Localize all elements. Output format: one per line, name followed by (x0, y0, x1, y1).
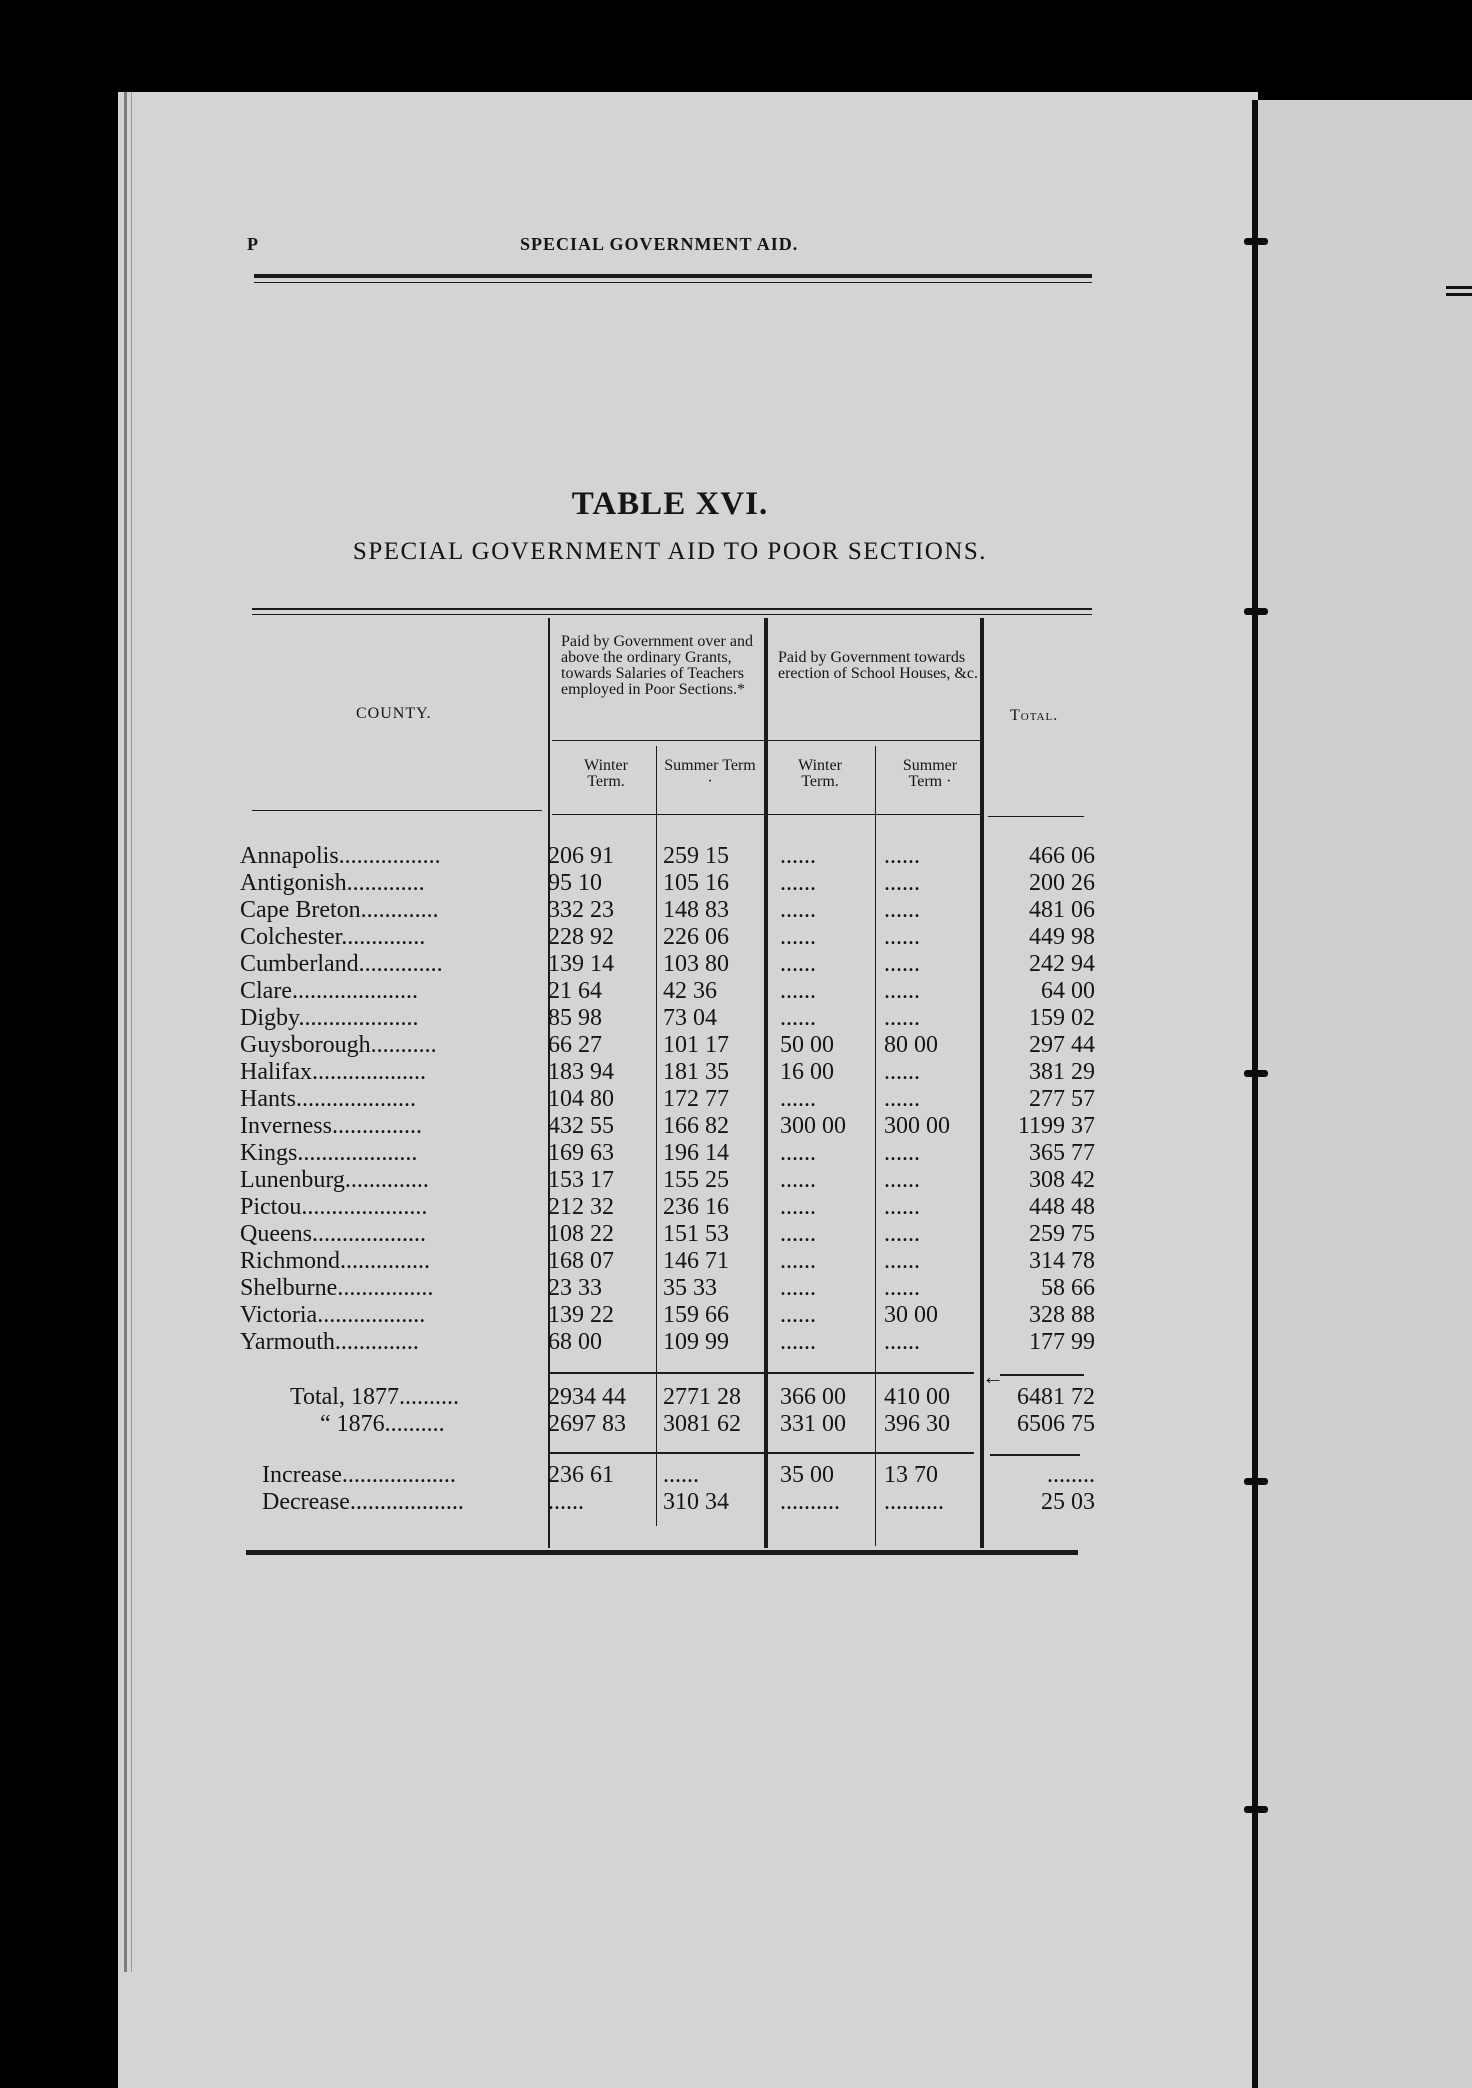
houses-summer-cell: 80 00 (884, 1032, 938, 1058)
total-cell: 277 57 (1029, 1086, 1095, 1112)
total-cell: 242 94 (1029, 951, 1095, 977)
table-row (0, 951, 1200, 978)
school-houses-group-header: Paid by Government towards erection of School Houses, &c. (778, 649, 978, 682)
houses-summer-cell: ...... (884, 978, 920, 1004)
salaries-winter-cell: 183 94 (548, 1059, 614, 1085)
houses-summer-cell: ...... (884, 1167, 920, 1193)
table-row (0, 870, 1200, 897)
total-cell: 177 99 (1029, 1329, 1095, 1355)
table-row (0, 1384, 1200, 1411)
county-cell: Kings.................... (240, 1140, 418, 1166)
table-title: SPECIAL GOVERNMENT AID TO POOR SECTIONS. (352, 538, 988, 565)
houses-summer-cell: 30 00 (884, 1302, 938, 1328)
salaries-summer-cell: 166 82 (663, 1113, 729, 1139)
changes-rule (548, 1452, 974, 1454)
county-cell: Annapolis................. (240, 843, 441, 869)
total-header-rule (988, 816, 1084, 817)
salaries-summer-cell: 109 99 (663, 1329, 729, 1355)
county-cell: Decrease................... (262, 1489, 464, 1515)
county-cell: Total, 1877.......... (290, 1384, 459, 1410)
facing-page (1258, 100, 1472, 2088)
houses-winter-cell: .......... (780, 1489, 840, 1515)
houses-winter-cell: ...... (780, 897, 816, 923)
spine-mark (1244, 1070, 1268, 1077)
running-head-title: SPECIAL GOVERNMENT AID. (520, 234, 799, 254)
salaries-winter-cell: 212 32 (548, 1194, 614, 1220)
salaries-summer-cell: 196 14 (663, 1140, 729, 1166)
houses-winter-cell: ...... (780, 924, 816, 950)
total-cell: 159 02 (1029, 1005, 1095, 1031)
houses-summer-cell: ...... (884, 843, 920, 869)
table-row (0, 1032, 1200, 1059)
county-cell: Inverness............... (240, 1113, 422, 1139)
houses-winter-cell: 331 00 (780, 1411, 846, 1437)
houses-winter-cell: ...... (780, 1005, 816, 1031)
houses-winter-cell: 50 00 (780, 1032, 834, 1058)
arrow-mark: ← (982, 1364, 1004, 1389)
table-row (0, 1059, 1200, 1086)
houses-summer-cell: ...... (884, 1221, 920, 1247)
houses-summer-cell: ...... (884, 1329, 920, 1355)
county-header-rule (252, 810, 542, 811)
page-marker: P (247, 234, 259, 254)
salaries-winter-cell: 168 07 (548, 1248, 614, 1274)
houses-winter-header: Winter Term. (798, 757, 842, 790)
houses-winter-cell: 35 00 (780, 1462, 834, 1488)
salaries-summer-cell: 2771 28 (663, 1384, 741, 1410)
table-row (0, 1462, 1200, 1489)
spine-mark (1244, 1806, 1268, 1813)
salaries-summer-cell: 259 15 (663, 843, 729, 869)
salaries-summer-cell: 310 34 (663, 1489, 729, 1515)
total-cell: ........ (1047, 1462, 1095, 1488)
houses-winter-cell: ...... (780, 843, 816, 869)
houses-winter-cell: ...... (780, 870, 816, 896)
table-row (0, 1194, 1200, 1221)
salaries-summer-cell: 148 83 (663, 897, 729, 923)
total-cell: 25 03 (1041, 1489, 1095, 1515)
houses-winter-cell: ...... (780, 951, 816, 977)
houses-summer-cell: ...... (884, 1275, 920, 1301)
county-cell: Richmond............... (240, 1248, 430, 1274)
county-cell: Lunenburg.............. (240, 1167, 429, 1193)
houses-summer-cell: 396 30 (884, 1411, 950, 1437)
salaries-summer-cell: 35 33 (663, 1275, 717, 1301)
county-cell: “ 1876.......... (320, 1411, 445, 1437)
houses-summer-cell: ...... (884, 924, 920, 950)
table-top-rule (252, 608, 1092, 610)
salaries-winter-cell: 95 10 (548, 870, 602, 896)
table-row (0, 843, 1200, 870)
salaries-winter-cell: 139 14 (548, 951, 614, 977)
county-cell: Guysborough........... (240, 1032, 437, 1058)
table-row (0, 978, 1200, 1005)
total-header: Total. (1010, 707, 1059, 724)
total-cell: 381 29 (1029, 1059, 1095, 1085)
table-row (0, 1005, 1200, 1032)
salaries-winter-cell: 23 33 (548, 1275, 602, 1301)
houses-winter-cell: ...... (780, 1086, 816, 1112)
houses-winter-cell: 366 00 (780, 1384, 846, 1410)
salaries-winter-cell: 68 00 (548, 1329, 602, 1355)
houses-summer-cell: .......... (884, 1489, 944, 1515)
total-cell: 58 66 (1041, 1275, 1095, 1301)
total-cell: 1199 37 (1017, 1113, 1095, 1139)
salaries-winter-cell: 332 23 (548, 897, 614, 923)
salaries-summer-cell: 159 66 (663, 1302, 729, 1328)
table-row (0, 1248, 1200, 1275)
spine-mark (1244, 608, 1268, 615)
houses-summer-cell: ...... (884, 1005, 920, 1031)
table-top-rule-thin (252, 614, 1092, 615)
salaries-summer-cell: 103 80 (663, 951, 729, 977)
houses-winter-cell: 16 00 (780, 1059, 834, 1085)
houses-winter-cell: ...... (780, 1329, 816, 1355)
total-cell: 297 44 (1029, 1032, 1095, 1058)
houses-summer-cell: ...... (884, 1059, 920, 1085)
table-row (0, 1275, 1200, 1302)
county-cell: Halifax................... (240, 1059, 426, 1085)
total-cell: 259 75 (1029, 1221, 1095, 1247)
total-cell: 365 77 (1029, 1140, 1095, 1166)
table-row (0, 1113, 1200, 1140)
table-row (0, 1302, 1200, 1329)
totals-rule-total (1000, 1374, 1084, 1376)
salaries-summer-cell: 226 06 (663, 924, 729, 950)
changes-rule-total (990, 1454, 1080, 1456)
salaries-summer-cell: 155 25 (663, 1167, 729, 1193)
table-bottom-rule (246, 1550, 1078, 1555)
salaries-group-header: Paid by Government over and above the ordinary Grants, towards Salaries of Teachers employed in Poor Sections.* (561, 633, 753, 698)
salaries-summer-cell: 73 04 (663, 1005, 717, 1031)
table-row (0, 1489, 1200, 1516)
salaries-winter-cell: 2697 83 (548, 1411, 626, 1437)
salaries-winter-cell: 236 61 (548, 1462, 614, 1488)
salaries-winter-cell: 139 22 (548, 1302, 614, 1328)
totals-rule (548, 1372, 974, 1374)
salaries-winter-cell: 228 92 (548, 924, 614, 950)
salaries-summer-cell: 42 36 (663, 978, 717, 1004)
houses-summer-cell: ...... (884, 897, 920, 923)
salaries-winter-cell: 169 63 (548, 1140, 614, 1166)
salaries-summer-cell: 105 16 (663, 870, 729, 896)
salaries-summer-cell: 3081 62 (663, 1411, 741, 1437)
houses-summer-cell: ...... (884, 870, 920, 896)
table-row (0, 1140, 1200, 1167)
houses-summer-cell: ...... (884, 1248, 920, 1274)
table-row (0, 1411, 1200, 1438)
salaries-winter-cell: 21 64 (548, 978, 602, 1004)
houses-summer-cell: ...... (884, 1140, 920, 1166)
total-cell: 328 88 (1029, 1302, 1095, 1328)
total-cell: 448 48 (1029, 1194, 1095, 1220)
houses-winter-cell: ...... (780, 1194, 816, 1220)
county-cell: Colchester.............. (240, 924, 426, 950)
total-cell: 466 06 (1029, 843, 1095, 869)
table-row (0, 1086, 1200, 1113)
county-cell: Shelburne................ (240, 1275, 434, 1301)
houses-summer-cell: ...... (884, 1086, 920, 1112)
head-rule-thin (254, 282, 1092, 283)
head-rule-thick (254, 274, 1092, 278)
salaries-winter-cell: 85 98 (548, 1005, 602, 1031)
county-cell: Increase................... (262, 1462, 456, 1488)
houses-winter-cell: ...... (780, 1221, 816, 1247)
table-row (0, 897, 1200, 924)
houses-winter-cell: ...... (780, 1275, 816, 1301)
houses-winter-cell: 300 00 (780, 1113, 846, 1139)
salaries-summer-cell: 181 35 (663, 1059, 729, 1085)
salaries-winter-cell: 2934 44 (548, 1384, 626, 1410)
houses-summer-cell: 300 00 (884, 1113, 950, 1139)
table-row (0, 924, 1200, 951)
total-cell: 308 42 (1029, 1167, 1095, 1193)
houses-winter-cell: ...... (780, 978, 816, 1004)
salaries-summer-cell: 146 71 (663, 1248, 729, 1274)
county-cell: Cape Breton............. (240, 897, 439, 923)
salaries-summer-cell: 101 17 (663, 1032, 729, 1058)
houses-summer-header: Summer Term · (902, 757, 958, 790)
county-cell: Antigonish............. (240, 870, 425, 896)
houses-summer-cell: ...... (884, 1194, 920, 1220)
total-cell: 6481 72 (1017, 1384, 1095, 1410)
salaries-summer-header: Summer Term · (664, 757, 756, 790)
county-cell: Cumberland.............. (240, 951, 443, 977)
houses-summer-cell: ...... (884, 951, 920, 977)
houses-winter-cell: ...... (780, 1140, 816, 1166)
salaries-summer-cell: ...... (663, 1462, 699, 1488)
total-cell: 314 78 (1029, 1248, 1095, 1274)
salaries-winter-cell: 108 22 (548, 1221, 614, 1247)
table-row (0, 1329, 1200, 1356)
county-header: COUNTY. (356, 705, 432, 722)
salaries-summer-cell: 236 16 (663, 1194, 729, 1220)
salaries-summer-cell: 151 53 (663, 1221, 729, 1247)
table-number: TABLE XVI. (571, 486, 769, 522)
county-cell: Digby.................... (240, 1005, 419, 1031)
salaries-winter-cell: 206 91 (548, 843, 614, 869)
total-cell: 200 26 (1029, 870, 1095, 896)
houses-winter-cell: ...... (780, 1248, 816, 1274)
salaries-winter-cell: 432 55 (548, 1113, 614, 1139)
houses-winter-cell: ...... (780, 1302, 816, 1328)
county-cell: Pictou..................... (240, 1194, 428, 1220)
salaries-summer-cell: 172 77 (663, 1086, 729, 1112)
facing-page-rule-mark (1446, 286, 1472, 289)
total-cell: 64 00 (1041, 978, 1095, 1004)
spine-mark (1244, 238, 1268, 245)
binding-spine (1252, 100, 1258, 2088)
salaries-winter-cell: 104 80 (548, 1086, 614, 1112)
salaries-winter-header: Winter Term. (584, 757, 628, 790)
table-row (0, 1167, 1200, 1194)
salaries-winter-cell: 66 27 (548, 1032, 602, 1058)
total-cell: 449 98 (1029, 924, 1095, 950)
county-cell: Victoria.................. (240, 1302, 426, 1328)
spine-mark (1244, 1478, 1268, 1485)
salaries-winter-cell: ...... (548, 1489, 584, 1515)
houses-summer-cell: 13 70 (884, 1462, 938, 1488)
county-cell: Hants.................... (240, 1086, 416, 1112)
houses-summer-cell: 410 00 (884, 1384, 950, 1410)
county-cell: Queens................... (240, 1221, 426, 1247)
houses-winter-cell: ...... (780, 1167, 816, 1193)
county-cell: Yarmouth.............. (240, 1329, 419, 1355)
total-cell: 481 06 (1029, 897, 1095, 923)
salaries-winter-cell: 153 17 (548, 1167, 614, 1193)
total-cell: 6506 75 (1017, 1411, 1095, 1437)
county-cell: Clare..................... (240, 978, 418, 1004)
table-row (0, 1221, 1200, 1248)
